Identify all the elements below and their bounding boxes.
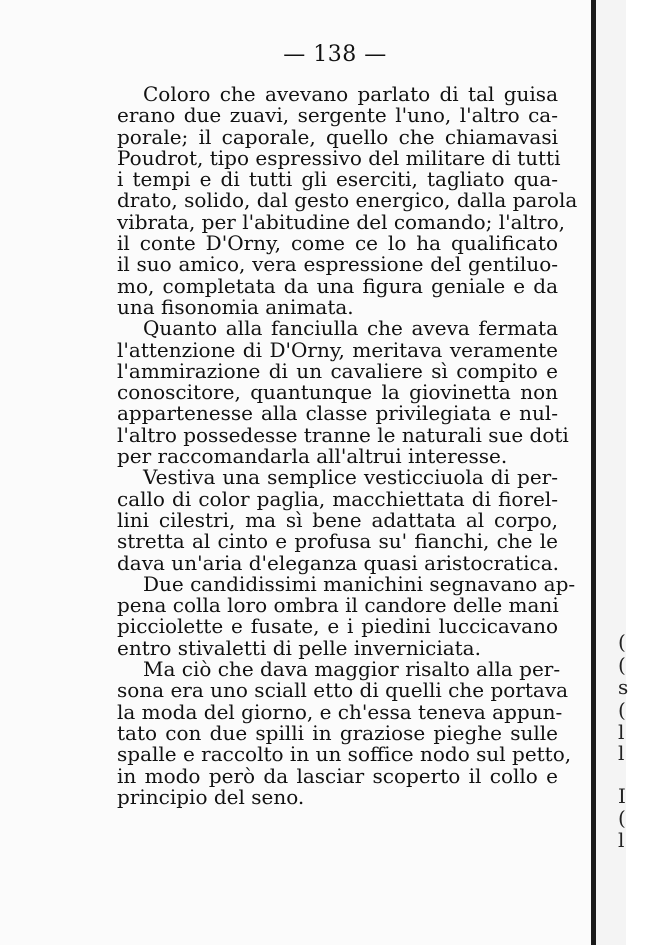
edge-glyph: I	[618, 784, 626, 808]
text-line: porale; il caporale, quello che chiamavasi	[117, 124, 558, 149]
text-line: una fisonomia animata.	[117, 294, 354, 319]
text-line: tato con due spilli in graziose pieghe sulle	[117, 720, 558, 745]
edge-glyph: (	[618, 653, 626, 677]
text-line: conoscitore, quantunque la giovinetta non	[117, 380, 558, 405]
edge-glyph: (	[618, 806, 626, 830]
text-line: appartenesse alla classe privilegiata e nul-	[117, 401, 558, 426]
text-line: Ma ciò che dava maggior risalto alla per-	[143, 657, 561, 682]
text-line: la moda del giorno, e ch'essa teneva appun-	[117, 699, 563, 724]
text-line: picciolette e fusate, e i piedini luccicavano	[117, 614, 558, 639]
text-line: Poudrot, tipo espressivo del militare di tutti	[117, 145, 561, 170]
text-line: per raccomandarla all'altrui interesse.	[117, 444, 508, 469]
text-line: Coloro che avevano parlato di tal guisa	[143, 82, 558, 106]
text-line: spalle e raccolto in un soffice nodo sul petto,	[117, 742, 572, 767]
text-line: Vestiva una semplice vesticciuola di per-	[143, 465, 558, 490]
edge-glyph: l	[618, 720, 625, 744]
text-line: drato, solido, dal gesto energico, dalla parola	[117, 188, 578, 213]
text-line: l'ammirazione di un cavaliere sì compito e	[117, 358, 558, 383]
text-line: entro stivaletti di pelle inverniciata.	[117, 635, 481, 660]
text-line: l'attenzione di D'Orny, meritava veramente	[117, 337, 558, 362]
text-line: mo, completata da una figura geniale e da	[117, 273, 558, 298]
text-line: il conte D'Orny, come ce lo ha qualificato	[117, 231, 558, 256]
text-line: sona era uno sciall etto di quelli che portava	[117, 678, 569, 703]
text-line: callo di color paglia, macchiettata di fiorel-	[117, 486, 558, 511]
page-number: — 138 —	[283, 42, 387, 67]
text-line: i tempi e di tutti gli eserciti, tagliato qua-	[117, 167, 558, 192]
text-line: in modo però da lasciar scoperto il collo e	[117, 763, 558, 788]
text-line: principio del seno.	[117, 784, 305, 809]
edge-glyph: (	[618, 630, 626, 654]
edge-glyph: (	[618, 698, 626, 722]
edge-glyph: l	[618, 741, 625, 765]
next-page-edge	[596, 0, 629, 945]
text-line: Quanto alla fanciulla che aveva fermata	[143, 316, 558, 341]
edge-glyph: l	[618, 828, 625, 852]
text-line: pena colla loro ombra il candore delle mani	[117, 593, 559, 618]
text-line: dava un'aria d'eleganza quasi aristocratica.	[117, 550, 559, 575]
text-line: il suo amico, vera espressione del gentiluo-	[117, 252, 558, 277]
edge-glyph: s	[618, 675, 629, 699]
text-line: l'altro possedesse tranne le naturali sue doti	[117, 422, 569, 447]
text-line: erano due zuavi, sergente l'uno, l'altro ca-	[117, 103, 558, 128]
text-line: stretta al cinto e profusa su' fianchi, che le	[117, 529, 558, 554]
body-text	[117, 82, 578, 809]
text-line: Due candidissimi manichini segnavano ap-	[143, 571, 576, 596]
text-line: vibrata, per l'abitudine del comando; l'altro,	[117, 209, 565, 234]
text-line: lini cilestri, ma sì bene adattata al corpo,	[117, 507, 558, 532]
